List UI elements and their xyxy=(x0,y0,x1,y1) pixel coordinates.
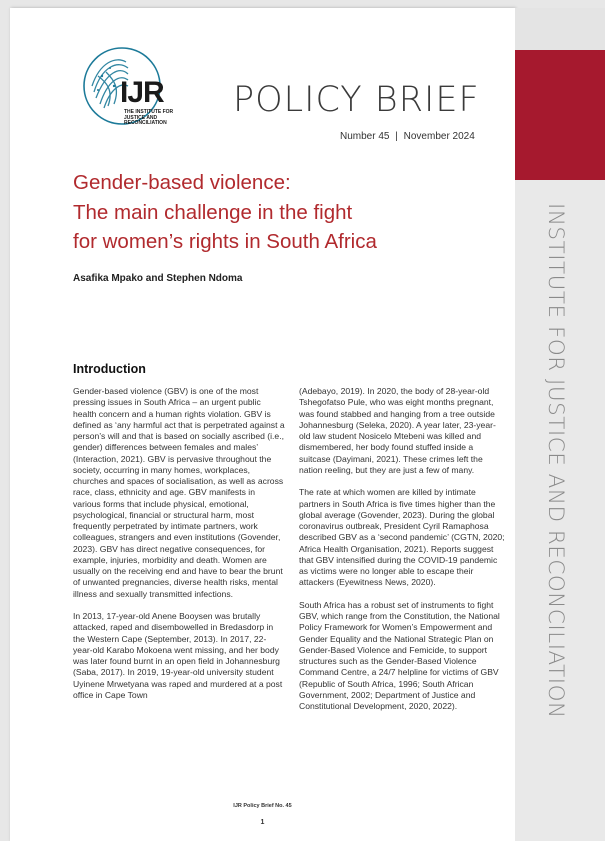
logo-mark: IJR xyxy=(120,76,164,109)
headline-line: The main challenge in the fight xyxy=(73,200,353,224)
body-paragraph: Gender-based violence (GBV) is one of the most pressing issues in South Africa – an urgent public health concern and a human rights violation. GBV is defined as ‘any harmful act that is perpetrated against a person’s will and that is based on socially ascribed (i.e., gender) differences between females and males’ (Interaction, 2021). GBV is pervasive throughout the society, occurring in many homes, workplaces, churches and spaces of socialisation, as well as across race, class, ethnicity and age. GBV manifests in various forms that include physical, emotional, psychological, financial or structural harm, most frequently perpetrated by intimate partners, work colleagues, strangers and even institutions (Govender, 2023). GBV has direct negative consequences, for example, injuries, morbidity and death. Women are usually on the receiving end and have to bear the brunt of unwanted pregnancies, diverse health risks, mental illness and sexually transmitted infections. xyxy=(73,386,285,599)
page-number: 1 xyxy=(260,819,265,826)
meta-separator: | xyxy=(395,131,398,142)
body-paragraph: South Africa has a robust set of instruments to fight GBV, which range from the Constitution, the National Policy Framework for Women’s Empowerment and Gender Equality and the National Strategic Plan on Gender-Based Violence and Femicide, to support structures such as the Gender-Based Violence Command Centre, a 24/7 helpline for victims of GBV (Republic of South Africa, 1996; South African Government, 2002; Department of Justice and Constitutional Development, 2020, 2022). xyxy=(299,599,500,711)
brief-meta xyxy=(340,131,475,142)
sidebar-band xyxy=(515,8,605,841)
headline-line: Gender-based violence: xyxy=(73,171,291,194)
body-paragraph: (Adebayo, 2019). In 2020, the body of 28-year-old Tshegofatso Pule, who was eight months pregnant, was found stabbed and hanging from a tree outside Johannesburg (Seleka, 2020). A year later, 23-year-old law student Nosicelo Mtebeni was killed and dismembered, her body found stuffed inside a suitcase (Dayimani, 2021). These crimes left the nation reeling, but they are just a few of many. xyxy=(299,386,496,475)
policy-brief-title: POLICY BRIEF xyxy=(233,80,480,120)
body-column-right xyxy=(299,386,505,724)
section-title: Introduction xyxy=(73,362,146,376)
brief-number: Number 45 xyxy=(340,131,390,142)
document-page xyxy=(10,8,515,841)
headline xyxy=(73,168,493,257)
sidebar-red-block xyxy=(515,50,605,180)
sidebar-top-block xyxy=(515,8,605,50)
logo-name: THE INSTITUTE FOR JUSTICE AND RECONCILIATION xyxy=(124,109,174,127)
sidebar-vertical-text: INSTITUTE FOR JUSTICE AND RECONCILIATION xyxy=(543,203,568,719)
body-column-left xyxy=(73,386,285,712)
headline-line: for women’s rights in South Africa xyxy=(73,230,377,253)
brief-date: November 2024 xyxy=(403,131,475,142)
body-paragraph: In 2013, 17-year-old Anene Booysen was brutally attacked, raped and disembowelled in Bredasdorp in the Western Cape (September, 2013). In 2017, 22-year-old Karabo Mokoena went missing, and her body was later found burnt in an open field in Johannesburg (Saba, 2017). In 2019, 19-year-old university student Uyinene Mrwetyana was raped and murdered at a post office in Cape Town xyxy=(73,611,283,700)
footer-label: IJR Policy Brief No. 45 xyxy=(233,803,292,809)
body-paragraph: The rate at which women are killed by intimate partners in South Africa is five times higher than the global average (Govender, 2023). During the global coronavirus outbreak, President Cyril Ramaphosa described GBV as a ‘second pandemic’ (CGTN, 2020; Africa Health Organisation, 2021). Reports suggest that GBV intensified during the COVID-19 pandemic as victims were no longer able to escape their attackers (Eyewitness News, 2020). xyxy=(299,487,505,588)
authors: Asafika Mpako and Stephen Ndoma xyxy=(73,273,243,284)
ijr-logo xyxy=(62,46,192,136)
